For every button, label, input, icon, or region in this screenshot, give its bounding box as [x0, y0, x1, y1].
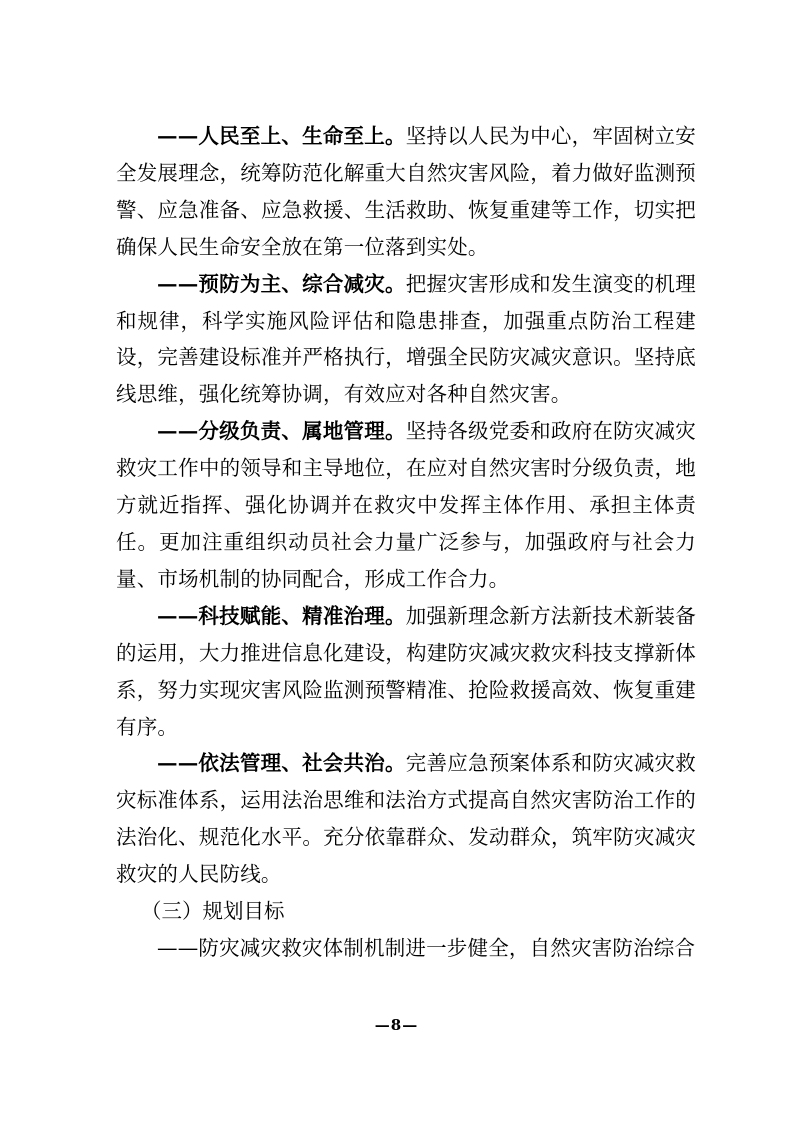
document-body: [116, 118, 696, 967]
principle-title-3: ——分级负责、属地管理。: [157, 419, 406, 444]
principle-title-1: ——人民至上、生命至上。: [157, 124, 406, 148]
principle-title-2: ——预防为主、综合减灾。: [157, 271, 406, 296]
principle-paragraph-4: [116, 598, 696, 746]
principle-text-3: 坚持各级党委和政府在防灾减灾救灾工作中的领导和主导地位，在应对自然灾害时分级负责，地方就近指挥、强化协调并在救灾中发挥主体作用、承担主体责任。更加注重组织动员社会力量广泛参与，加强政府与社会力量、市场机制的协同配合，形成工作合力。: [116, 419, 696, 591]
section-heading: （三）规划目标: [141, 899, 285, 924]
principle-text-1: 坚持以人民为中心，牢固树立安全发展理念，统筹防范化解重大自然灾害风险，着力做好监测预警、应急准备、应急救援、生活救助、恢复重建等工作，切实把确保人民生命安全放在第一位落到实处。: [116, 124, 696, 259]
principle-text-5: 完善应急预案体系和防灾减灾救灾标准体系，运用法治思维和法治方式提高自然灾害防治工作的法治化、规范化水平。充分依靠群众、发动群众，筑牢防灾减灾救灾的人民防线。: [116, 751, 696, 887]
principle-paragraph-3: [116, 413, 696, 598]
principle-paragraph-1: [116, 118, 696, 266]
principle-title-5: ——依法管理、社会共治。: [157, 751, 406, 776]
principle-title-4: ——科技赋能、精准治理。: [157, 603, 406, 628]
principle-paragraph-5: [116, 745, 696, 893]
principle-paragraph-2: [116, 266, 696, 414]
principle-text-4: 加强新理念新方法新技术新装备的运用，大力推进信息化建设，构建防灾减灾救灾科技支撑新体系，努力实现灾害风险监测预警精准、抢险救援高效、恢复重建有序。: [116, 603, 696, 739]
goal-paragraph: ——防灾减灾救灾体制机制进一步健全，自然灾害防治综合: [157, 935, 696, 960]
page-number: —8—: [374, 1016, 419, 1034]
principle-text-2: 把握灾害形成和发生演变的机理和规律，科学实施风险评估和隐患排查，加强重点防治工程建设，完善建设标准并严格执行，增强全民防灾减灾意识。坚持底线思维，强化统筹协调，有效应对各种自然灾害。: [116, 271, 696, 407]
